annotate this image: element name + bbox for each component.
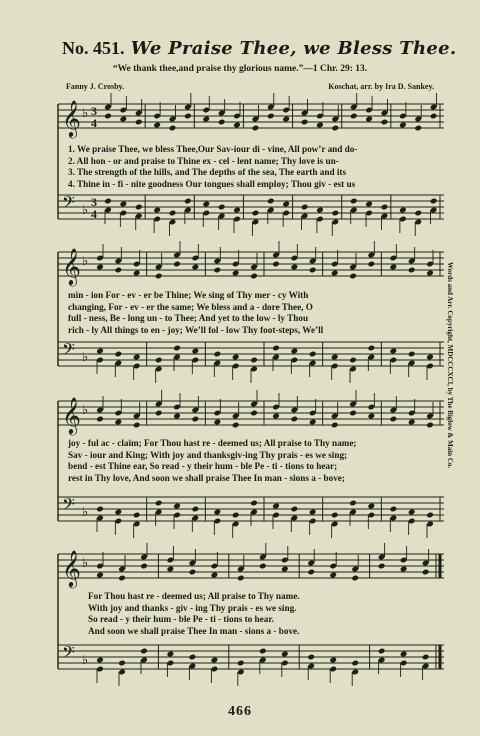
lyric-line: full - ness, Be - long un - to Thee; And yet to the low - ly Thou — [68, 313, 309, 323]
notehead — [133, 270, 141, 277]
notehead — [400, 651, 408, 658]
notehead — [211, 572, 219, 579]
notehead — [233, 207, 241, 214]
notehead — [96, 416, 104, 423]
notehead — [390, 506, 398, 513]
notehead — [214, 267, 222, 274]
hymn-number: No. 451. — [62, 38, 125, 58]
notehead — [316, 207, 324, 214]
notehead — [96, 506, 104, 513]
copyright-notice: Words and Arr. Copyright, MDCCCXCI, by The Biglow & Main Co. — [446, 262, 454, 469]
lyric-line: 4. Thine in - fi - nite goodness Our tongues shall employ; Thou giv - est us — [68, 178, 356, 189]
flat-icon: ♭ — [82, 350, 89, 366]
lyric-line: 1. We praise Thee, we bless Thee,Our Sav-iour di - vine, All pow’r and do- — [68, 144, 358, 154]
notehead — [281, 651, 289, 658]
notehead — [368, 503, 376, 510]
notehead — [430, 113, 438, 120]
notehead — [291, 416, 299, 423]
notehead — [349, 500, 357, 507]
flat-icon: ♭ — [82, 403, 89, 419]
notehead — [214, 509, 222, 516]
notehead — [281, 566, 289, 573]
flat-icon: ♭ — [82, 653, 89, 669]
lyrics-system-3 — [68, 438, 440, 484]
notehead — [189, 569, 197, 576]
notehead — [426, 354, 434, 361]
notehead — [250, 410, 258, 417]
lyric-line: rest in Thy love, And soon we shall praise Thee In man - sions a - bove; — [68, 472, 345, 483]
lyrics-system-4 — [88, 591, 438, 637]
lyric-line: For Thou hast re - deemed us; All praise to Thy name. — [88, 591, 300, 601]
lyric-line: changing, For - ev - er the same; We bless and a - dore Thee, O — [68, 301, 313, 312]
notehead — [350, 198, 358, 205]
notehead — [408, 351, 416, 358]
flat-icon: ♭ — [82, 505, 89, 521]
treble-clef-icon: 𝄞 — [62, 549, 81, 588]
notehead — [202, 201, 210, 208]
notehead — [192, 506, 200, 513]
notehead — [153, 122, 161, 129]
time-signature-icon: 4 — [91, 116, 97, 130]
treble-clef-icon: 𝄞 — [62, 99, 81, 138]
notehead — [218, 119, 226, 126]
notehead — [381, 119, 389, 126]
notehead — [252, 125, 260, 132]
notehead — [173, 503, 181, 510]
notehead — [291, 264, 299, 271]
flat-icon: ♭ — [82, 106, 89, 122]
notehead — [422, 569, 430, 576]
notehead — [155, 357, 163, 364]
notehead — [232, 270, 240, 277]
notehead — [282, 116, 290, 123]
notehead — [250, 357, 258, 364]
notehead — [365, 116, 373, 123]
notehead — [155, 500, 163, 507]
notehead — [430, 198, 438, 205]
bass-clef-icon: 𝄢 — [62, 339, 75, 364]
notehead — [267, 113, 275, 120]
notehead — [259, 563, 267, 570]
bass-clef-icon: 𝄢 — [62, 642, 75, 667]
notehead — [96, 264, 104, 271]
lyric-line: And soon we shall praise Thee In man - sions a - bove. — [88, 625, 300, 636]
notehead — [331, 422, 339, 429]
notehead — [173, 413, 181, 420]
notehead — [400, 566, 408, 573]
notehead — [272, 261, 280, 268]
notehead — [118, 575, 126, 582]
notehead — [169, 125, 177, 132]
notehead — [155, 410, 163, 417]
lyrics-system-2 — [68, 290, 440, 336]
notehead — [115, 267, 123, 274]
notehead — [167, 566, 175, 573]
notehead — [307, 569, 315, 576]
notehead — [96, 348, 104, 355]
notehead — [250, 273, 258, 280]
lyric-line: bend - est Thine ear, So read - y their hum - ble Pe - ti - tions to hear; — [68, 461, 338, 471]
notehead — [381, 204, 389, 211]
scripture-epigraph: “We thank thee,and praise thy glorious name.”—1 Chr. 29: 13. — [112, 64, 368, 74]
notehead — [349, 273, 357, 280]
notehead — [104, 113, 112, 120]
notehead — [390, 416, 398, 423]
notehead — [202, 116, 210, 123]
notehead — [331, 354, 339, 361]
bass-clef-icon: 𝄢 — [62, 192, 75, 217]
notehead — [115, 351, 123, 358]
notehead — [426, 270, 434, 277]
notehead — [153, 207, 161, 214]
notehead — [368, 345, 376, 352]
notehead — [350, 113, 358, 120]
lyric-line: 3. The strength of the hills, and The depths of the sea, The earth and its — [68, 167, 347, 177]
notehead — [331, 125, 339, 132]
notehead — [133, 512, 141, 519]
time-signature-icon: 4 — [91, 207, 97, 221]
notehead — [331, 270, 339, 277]
notehead — [309, 419, 317, 426]
notehead — [426, 512, 434, 519]
notehead — [307, 654, 315, 661]
notehead — [408, 509, 416, 516]
notehead — [250, 500, 258, 507]
notehead — [399, 207, 407, 214]
notehead — [390, 264, 398, 271]
notehead — [351, 575, 359, 582]
notehead — [184, 113, 192, 120]
notehead — [426, 422, 434, 429]
notehead — [140, 648, 148, 655]
page-number: 466 — [228, 704, 252, 719]
notehead — [120, 201, 128, 208]
notehead — [368, 413, 376, 420]
notehead — [331, 210, 339, 217]
notehead — [173, 345, 181, 352]
lyric-line: Sav - iour and King; With joy and thanksgiv-ing Thy prais - es we sing; — [68, 449, 348, 460]
notehead — [115, 419, 123, 426]
notehead — [349, 357, 357, 364]
notehead — [218, 204, 226, 211]
treble-clef-icon: 𝄞 — [62, 396, 81, 435]
notehead — [408, 419, 416, 426]
notehead — [96, 657, 104, 664]
notehead — [349, 410, 357, 417]
notehead — [368, 261, 376, 268]
notehead — [192, 264, 200, 271]
flat-icon: ♭ — [82, 203, 89, 219]
notehead — [316, 122, 324, 129]
treble-clef-icon: 𝄞 — [62, 247, 81, 286]
lyrics-system-1 — [68, 144, 440, 190]
notehead — [184, 198, 192, 205]
notehead — [214, 351, 222, 358]
notehead — [378, 648, 386, 655]
notehead — [135, 204, 143, 211]
notehead — [309, 509, 317, 516]
notehead — [390, 348, 398, 355]
notehead — [169, 210, 177, 217]
notehead — [237, 575, 245, 582]
notehead — [133, 422, 141, 429]
notehead — [351, 660, 359, 667]
notehead — [232, 354, 240, 361]
notehead — [282, 201, 290, 208]
notehead — [96, 572, 104, 579]
notehead — [135, 119, 143, 126]
notehead — [120, 116, 128, 123]
flat-icon: ♭ — [82, 254, 89, 270]
notehead — [309, 351, 317, 358]
notehead — [331, 512, 339, 519]
notehead — [118, 660, 126, 667]
author-credit: Fanny J. Crosby. — [66, 82, 125, 91]
notehead — [291, 506, 299, 513]
notehead — [211, 657, 219, 664]
notehead — [233, 122, 241, 129]
notehead — [155, 273, 163, 280]
notehead — [259, 648, 267, 655]
flat-icon: ♭ — [82, 556, 89, 572]
notehead — [192, 348, 200, 355]
notehead — [365, 201, 373, 208]
lyric-line: rich - ly All things to en - joy; We’ll fol - low Thy foot-steps, We’ll — [68, 324, 324, 335]
lyric-line: joy - ful ac - claim; For Thou hast re - deemed us; All praise to Thy name; — [68, 438, 357, 448]
notehead — [133, 354, 141, 361]
notehead — [414, 210, 422, 217]
time-signature-icon: 3 — [91, 104, 97, 118]
notehead — [232, 512, 240, 519]
notehead — [399, 122, 407, 129]
notehead — [192, 416, 200, 423]
notehead — [189, 654, 197, 661]
notehead — [232, 422, 240, 429]
notehead — [267, 198, 275, 205]
notehead — [167, 651, 175, 658]
notehead — [237, 660, 245, 667]
notehead — [252, 210, 260, 217]
notehead — [214, 419, 222, 426]
notehead — [272, 413, 280, 420]
lyric-line: So read - y their hum - ble Pe - ti - tions to hear. — [88, 614, 274, 624]
time-signature-icon: 3 — [91, 195, 97, 209]
notehead — [329, 572, 337, 579]
notehead — [104, 198, 112, 205]
notehead — [140, 563, 148, 570]
notehead — [378, 563, 386, 570]
notehead — [408, 267, 416, 274]
lyric-line: 2. All hon - or and praise to Thine ex - cel - lent name; Thy love is un- — [68, 155, 339, 166]
notehead — [173, 261, 181, 268]
notehead — [272, 503, 280, 510]
bass-clef-icon: 𝄢 — [62, 494, 75, 519]
notehead — [414, 125, 422, 132]
notehead — [301, 119, 309, 126]
notehead — [272, 345, 280, 352]
notehead — [291, 348, 299, 355]
composer-credit: Koschat, arr. by Ira D. Sankey. — [328, 82, 434, 91]
lyric-line: With joy and thanks - giv - ing Thy prais - es we sing. — [88, 602, 297, 613]
notehead — [115, 509, 123, 516]
hymn-title: We Praise Thee, we Bless Thee. — [130, 38, 457, 59]
lyric-line: min - ion For - ev - er be Thine; We sing of Thy mer - cy With — [68, 290, 309, 300]
notehead — [329, 657, 337, 664]
notehead — [301, 204, 309, 211]
notehead — [309, 267, 317, 274]
notehead — [422, 654, 430, 661]
